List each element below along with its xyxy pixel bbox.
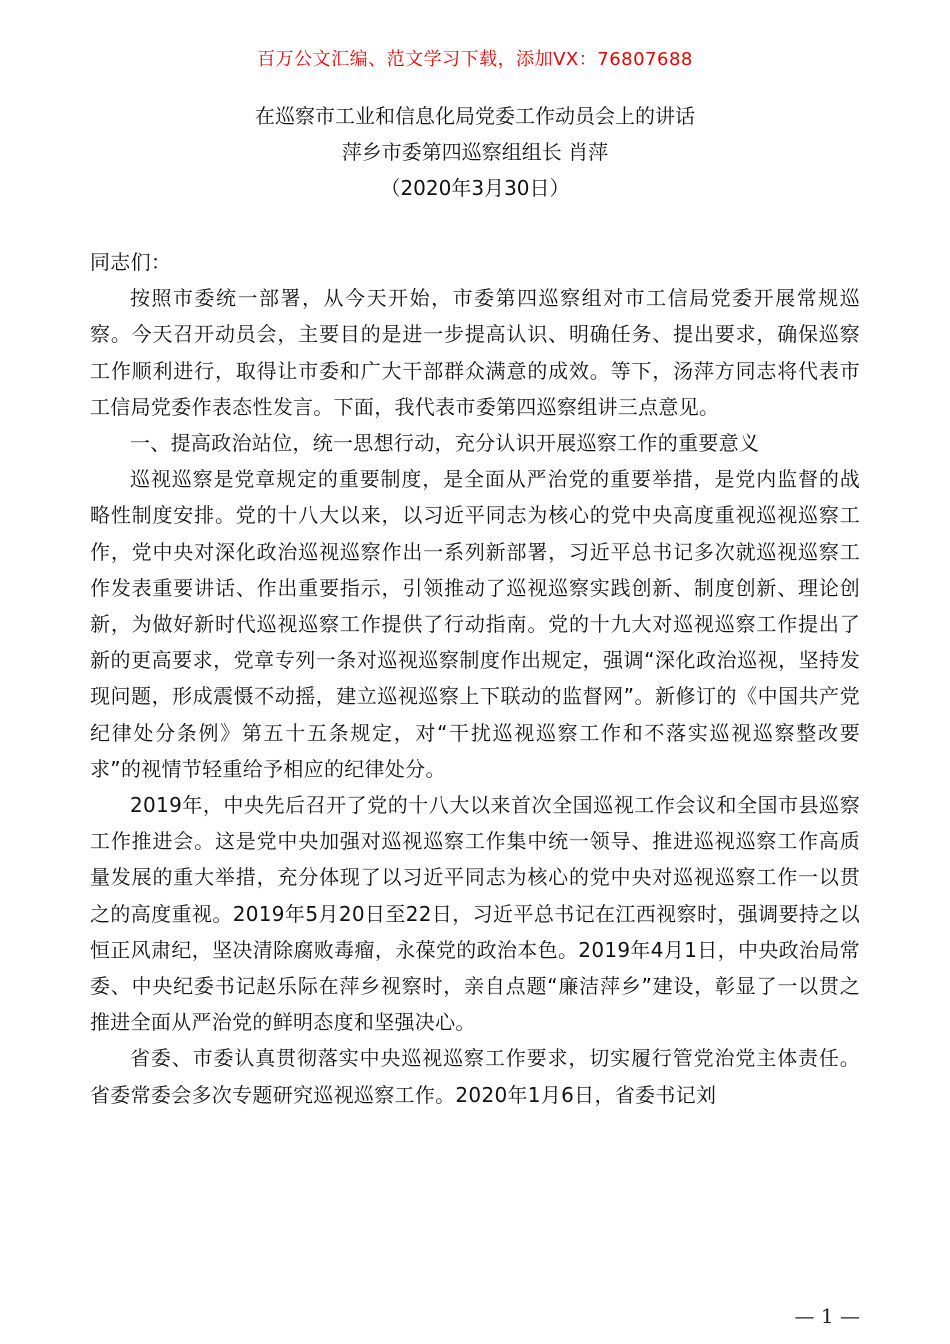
- paragraph-inspection-system: 巡视巡察是党章规定的重要制度，是全面从严治党的重要举措，是党内监督的战略性制度安排。党的十八大以来，以习近平同志为核心的党中央高度重视巡视巡察工作，党中央对深化政治巡视巡察作出一系列新部署，习近平总书记多次就巡视巡察工作发表重要讲话、作出重要指示，引领推动了巡视巡察实践创新、制度创新、理论创新，为做好新时代巡视巡察工作提供了行动指南。党的十九大对巡视巡察工作提出了新的更高要求，党章专列一条对巡视巡察制度作出规定，强调“深化政治巡视，坚持发现问题，形成震慑不动摇，建立巡视巡察上下联动的监督网”。新修订的《中国共产党纪律处分条例》第五十五条规定，对“干扰巡视巡察工作和不落实巡视巡察整改要求”的视情节轻重给予相应的纪律处分。: [90, 467, 860, 781]
- speech-date: （2020年3月30日）: [380, 176, 570, 200]
- document-title: 在巡察市工业和信息化局党委工作动员会上的讲话: [255, 104, 695, 128]
- paragraph-2019-meetings: 2019年，中央先后召开了党的十八大以来首次全国巡视工作会议和全国市县巡察工作推进会。这是党中央加强对巡视巡察工作集中统一领导、推进巡视巡察工作高质量发展的重大举措，充分体现了以习近平同志为核心的党中央对巡视巡察工作一以贯之的高度重视。2019年5月20日至22日，习近平总书记在江西视察时，强调要持之以恒正风肃纪，坚决清除腐败毒瘤，永葆党的政治本色。2019年4月1日，中央政治局常委、中央纪委书记赵乐际在萍乡视察时，亲自点题“廉洁萍乡”建设，彰显了一以贯之推进全面从严治党的鲜明态度和坚强决心。: [90, 793, 860, 1035]
- paragraph-provincial-committee: 省委、市委认真贯彻落实中央巡视巡察工作要求，切实履行管党治党主体责任。省委常委会多次专题研究巡视巡察工作。2020年1月6日，省委书记刘: [90, 1046, 860, 1107]
- salutation: 同志们：: [90, 250, 172, 274]
- paragraph-intro: 按照市委统一部署，从今天开始，市委第四巡察组对市工信局党委开展常规巡察。今天召开动员会，主要目的是进一步提高认识、明确任务、提出要求，确保巡察工作顺利进行，取得让市委和广大干部群众满意的成效。等下，汤萍方同志将代表市工信局党委作表态性发言。下面，我代表市委第四巡察组讲三点意见。: [90, 286, 860, 419]
- page-number: — 1 —: [794, 1304, 860, 1328]
- document-header: [0, 98, 950, 206]
- section-heading-1: 一、提高政治站位，统一思想行动，充分认识开展巡察工作的重要意义: [130, 431, 760, 456]
- document-body: [90, 244, 860, 1113]
- watermark-banner: 百万公文汇编、范文学习下载，添加VX：76807688: [257, 49, 693, 70]
- speaker-line: 萍乡市委第四巡察组组长 肖萍: [341, 140, 609, 164]
